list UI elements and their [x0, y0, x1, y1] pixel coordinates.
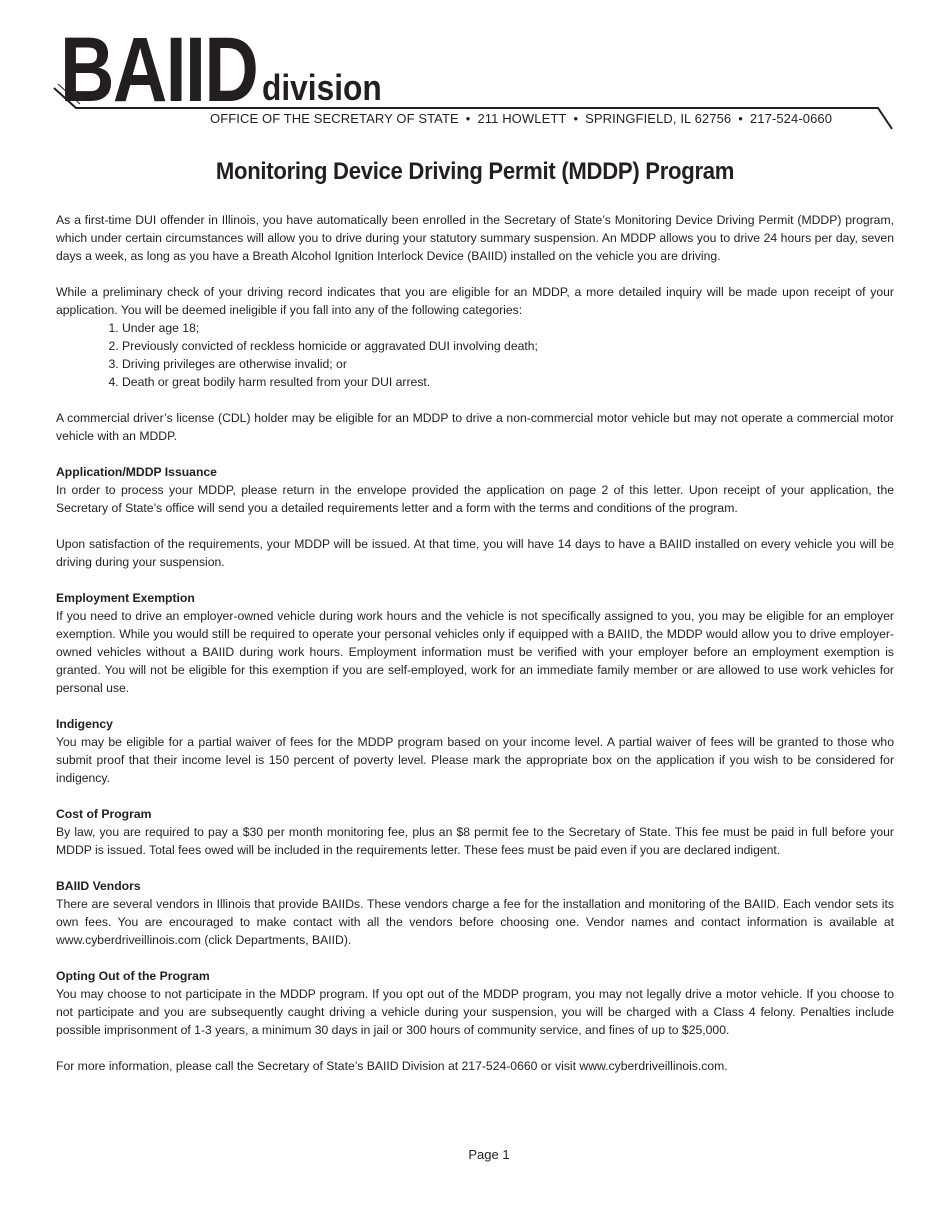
- closing-paragraph: For more information, please call the Secretary of State’s BAIID Division at 217-524-0660 or visit www.cyberdriveillinois.com.: [56, 1059, 728, 1073]
- vendors-paragraph: There are several vendors in Illinois that provide BAIIDs. These vendors charge a fee for the installation and monitoring of the BAIID. Each vendor sets its own fees. You are encouraged to make contact with all the vendors before choosing one. Vendor names and contact information is available at www.cyberdriveillinois.com (click Departments, BAIID).: [56, 897, 894, 947]
- logo-division-label: division: [262, 67, 382, 108]
- intro-paragraph: As a first-time DUI offender in Illinois, you have automatically been enrolled in the Secretary of State’s Monitoring Device Driving Permit (MDDP) program, which under certain circumstances will allow you to drive during your statutory summary suspension. An MDDP allows you to drive 24 hours per day, seven days a week, as long as you have a Breath Alcohol Ignition Interlock Device (BAIID) installed on the vehicle you are driving.: [56, 213, 894, 263]
- letter-body: [56, 211, 894, 1093]
- section-heading-application: Application/MDDP Issuance: [56, 465, 217, 479]
- list-item: 3. Driving privileges are otherwise invalid; or: [122, 355, 894, 373]
- ineligibility-list: [56, 319, 894, 391]
- optout-paragraph: You may choose to not participate in the MDDP program. If you opt out of the MDDP program, you may not legally drive a motor vehicle. If you choose to not participate and you are subsequently caught driving a vehicle during your suspension, you will be charged with a Class 4 felony. Penalties include possible imprisonment of 1-3 years, a minimum 30 days in jail or 300 hours of community service, and fines of up to $25,000.: [56, 987, 894, 1037]
- section-heading-employment: Employment Exemption: [56, 591, 195, 605]
- eligibility-paragraph: While a preliminary check of your driving record indicates that you are eligible for an MDDP, a more detailed inquiry will be made upon receipt of your application. You will be deemed ineligible if you fall into any of the following categories:: [56, 285, 894, 317]
- street-address: 211 HOWLETT: [477, 111, 567, 126]
- letterhead: [0, 0, 950, 140]
- page-number: Page 1: [468, 1147, 510, 1162]
- section-heading-cost: Cost of Program: [56, 807, 152, 821]
- list-item: 2. Previously convicted of reckless homicide or aggravated DUI involving death;: [122, 337, 894, 355]
- application-paragraph: In order to process your MDDP, please return in the envelope provided the application on page 2 of this letter. Upon receipt of your application, the Secretary of State’s office will send you a detailed requirements letter and a form with the terms and conditions of the program.: [56, 483, 894, 515]
- bullet-separator: •: [465, 111, 471, 126]
- section-heading-optout: Opting Out of the Program: [56, 969, 210, 983]
- section-heading-indigency: Indigency: [56, 717, 113, 731]
- list-item: 1. Under age 18;: [122, 319, 894, 337]
- office-phone: 217-524-0660: [749, 111, 833, 126]
- office-name: OFFICE OF THE SECRETARY OF STATE: [210, 111, 459, 126]
- logo-wordmark: BAIID: [60, 19, 258, 121]
- section-heading-vendors: BAIID Vendors: [56, 879, 141, 893]
- page-title: Monitoring Device Driving Permit (MDDP) Program: [215, 158, 735, 185]
- city-state-zip: SPRINGFIELD, IL 62756: [585, 111, 732, 126]
- cost-paragraph: By law, you are required to pay a $30 per month monitoring fee, plus an $8 permit fee to the Secretary of State. This fee must be paid in full before your MDDP is issued. Total fees owed will be included in the requirements letter. These fees must be paid even if you are declared indigent.: [56, 825, 894, 857]
- indigency-paragraph: You may be eligible for a partial waiver of fees for the MDDP program based on your income level. A partial waiver of fees will be granted to those who submit proof that their income level is 150 percent of poverty level. Please mark the appropriate box on the application if you wish to be considered for indigency.: [56, 735, 894, 785]
- office-address: [210, 111, 832, 126]
- bullet-separator: •: [738, 111, 743, 126]
- bullet-separator: •: [573, 111, 579, 126]
- employment-paragraph: If you need to drive an employer-owned vehicle during work hours and the vehicle is not specifically assigned to you, you may be eligible for an employer exemption. While you would still be required to operate your personal vehicles only if equipped with a BAIID, the MDDP would allow you to drive employer-owned vehicles without a BAIID during work hours. Employment information must be verified with your employer before an employment exemption is granted. You will not be eligible for this exemption if you are self-employed, work for an immediate family member or are allowed to use work vehicles for personal use.: [56, 609, 894, 695]
- cdl-paragraph: A commercial driver’s license (CDL) holder may be eligible for an MDDP to drive a non-commercial motor vehicle but may not operate a commercial motor vehicle with an MDDP.: [56, 411, 894, 443]
- list-item: 4. Death or great bodily harm resulted from your DUI arrest.: [122, 373, 894, 391]
- issuance-paragraph: Upon satisfaction of the requirements, your MDDP will be issued. At that time, you will have 14 days to have a BAIID installed on every vehicle you will be driving during your suspension.: [56, 537, 894, 569]
